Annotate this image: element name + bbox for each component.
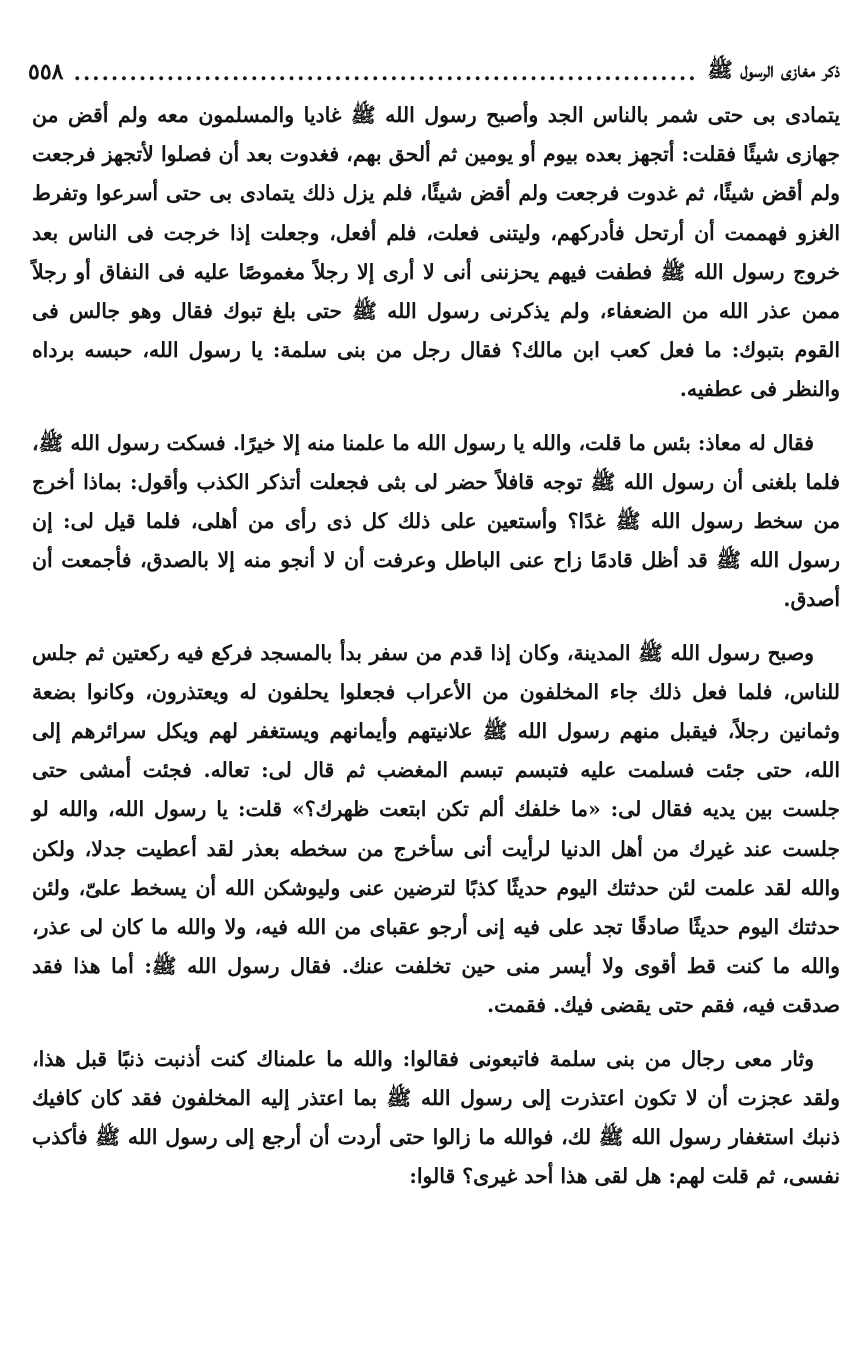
chapter-title: ذكر مغازى الرسول ﷺ [707,56,840,82]
page-body [32,96,840,1196]
leader-dots [73,60,697,85]
paragraph-3: وصبح رسول الله ﷺ المدينة، وكان إذا قدم من سفر بدأ بالمسجد فركع فيه ركعتين ثم جلس للناس، فلما فعل ذلك جاء المخلفون من الأعراب فجعلوا يحلفون له ويعتذرون، وكانوا بضعة وثمانين رجلاً، فيقبل منهم رسول الله ﷺ علانيتهم وأيمانهم ويستغفر لهم ويكل سرائرهم إلى الله، حتى جئت فسلمت عليه فتبسم تبسم المغضب ثم قال لى: تعاله. فجئت أمشى حتى جلست بين يديه فقال لى: «ما خلفك ألم تكن ابتعت ظهرك؟» قلت: يا رسول الله، والله لو جلست عند غيرك من أهل الدنيا لرأيت أنى سأخرج من سخطه بعذر لقد أعطيت جدلا، ولكن والله لقد علمت لئن حدثتك اليوم حديثًا كذبًا لترضين عنى وليوشكن الله أن يسخط علىّ، ولئن حدثتك اليوم حديثًا صادقًا تجد على فيه إنى أرجو عقباى من الله فيه، ولا والله ما كان لى عذر، والله ما كنت قط أقوى ولا أيسر منى حين تخلفت عنك. فقال رسول الله ﷺ: أما هذا فقد صدقت فيه، فقم حتى يقضى فيك. فقمت. [32,640,840,1018]
paragraph-1: يتمادى بى حتى شمر بالناس الجد وأصبح رسول الله ﷺ غاديا والمسلمون معه ولم أقض من جهازى شيئًا فقلت: أتجهز بعده بيوم أو يومين ثم ألحق بهم، فغدوت بعد أن فصلوا لأتجهز فرجعت ولم أقض شيئًا، ثم غدوت فرجعت ولم أقض شيئًا، فلم يزل ذلك يتمادى بى حتى أسرعوا وتفرط الغزو فهممت أن أرتحل فأدركهم، وليتنى فعلت، فلم أفعل، وجعلت إذا خرجت فى الناس بعد خروج رسول الله ﷺ فطفت فيهم يحزننى أنى لا أرى إلا رجلاً مغموصًا عليه فى النفاق أو رجلاً ممن عذر الله من الضعفاء، ولم يذكرنى رسول الله ﷺ حتى بلغ تبوك فقال وهو جالس فى القوم بتبوك: ما فعل كعب ابن مالك؟ فقال رجل من بنى سلمة: يا رسول الله، حبسه برداه والنظر فى عطفيه. [32,103,840,402]
paragraph-2: فقال له معاذ: بئس ما قلت، والله يا رسول الله ما علمنا منه إلا خيرًا. فسكت رسول الله ﷺ، فلما بلغنى أن رسول الله ﷺ توجه قافلاً حضر لى بثى فجعلت أتذكر الكذب وأقول: بماذا أخرج من سخط رسول الله ﷺ غدًا؟ وأستعين على ذلك كل ذى رأى من أهلى، فلما قيل لى: إن رسول الله ﷺ قد أظل قادمًا زاح عنى الباطل وعرفت أن لا أنجو منه إلا بالصدق، فأجمعت أن أصدق. [32,430,840,612]
running-header [28,52,840,92]
page-number: ٥٥٨ [28,59,64,85]
paragraph-4: وثار معى رجال من بنى سلمة فاتبعونى فقالوا: والله ما علمناك كنت أذنبت ذنبًا قبل هذا، ولقد عجزت أن لا تكون اعتذرت إلى رسول الله ﷺ بما اعتذر إليه المخلفون فقد كان كافيك ذنبك استغفار رسول الله ﷺ لك، فوالله ما زالوا حتى أردت أن أرجع إلى رسول الله ﷺ فأكذب نفسى، ثم قلت لهم: هل لقى هذا أحد غيرى؟ قالوا: [32,1046,840,1189]
